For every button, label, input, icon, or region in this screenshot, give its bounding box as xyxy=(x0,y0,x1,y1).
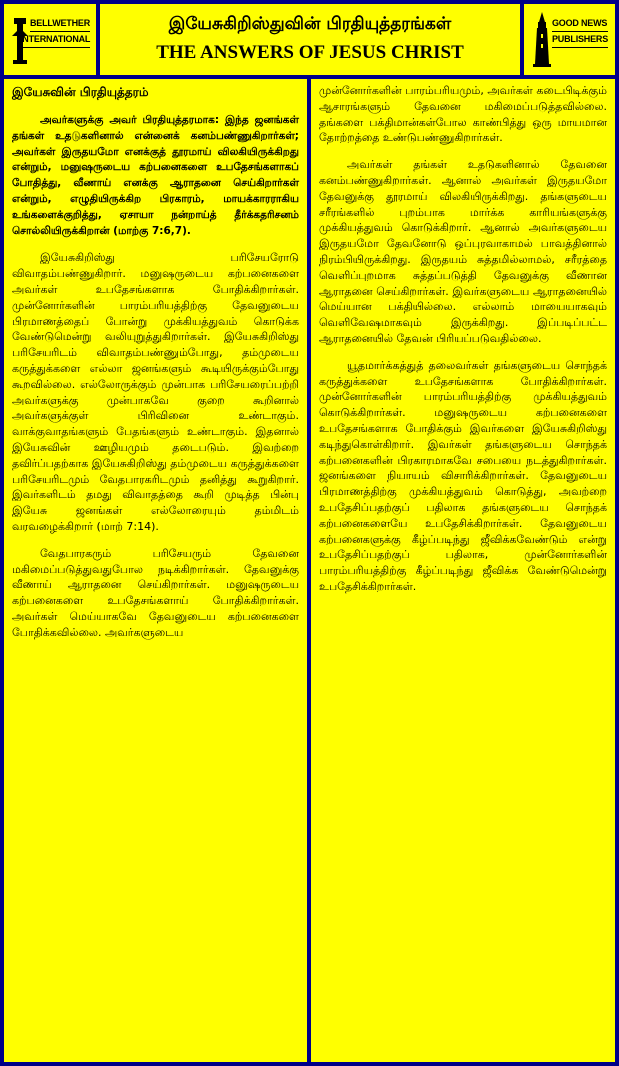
title-tamil: இயேசுகிறிஸ்துவின் பிரதியுத்தரங்கள் xyxy=(168,14,452,34)
good-news-logo xyxy=(524,4,615,75)
bellwether-logo xyxy=(4,4,96,75)
paragraph: முன்னோர்களின் பாரம்பரியமும், அவர்கள் கடைபிடிக்கும் ஆசாரங்களும் தேவனை மகிமைப்படுத்தவில்லை. தங்களை பக்திமான்கள்போல காண்பித்து ஒரு மாயமான தோற்றத்தை உண்டுபண்ணுகிறார்கள். xyxy=(319,84,607,145)
right-column xyxy=(311,79,615,1062)
scripture-quote: அவர்களுக்கு அவர் பிரதியுத்தரமாக: இந்த ஜனங்கள் தங்கள் உதடுகளினால் என்னைக் கனம்பண்ணுகிறார்கள்; அவர்கள் இருதயமோ எனக்குத் தூரமாய் விலகியிருக்கிறது என்றும், மனுஷருடைய கற்பனைகளை உபதேசங்களாகப் போதித்து, வீணாய் எனக்கு ஆராதனை செய்கிறார்கள் என்றும், எழுதியிருக்கிற பிரகாரம், மாயக்காரராகிய உங்களைக்குறித்து, ஏசாயா நன்றாய்த் தீர்க்கதரிசனம் சொல்லியிருக்கிறான் (மாற்கு 7:6,7). xyxy=(12,114,299,237)
title-english: THE ANSWERS OF JESUS CHRIST xyxy=(156,42,464,63)
left-column xyxy=(4,79,307,1062)
title-banner xyxy=(100,4,520,75)
section-heading: இயேசுவின் பிரதியுத்தரம் xyxy=(12,85,149,99)
paragraph: யூதமார்க்கத்துத் தலைவர்கள் தங்களுடைய சொந்தக் கருத்துக்களை உபதேசங்களாக போதிக்கிறார்கள். முன்னோர்களின் பாரம்பரியத்திற்கு முக்கியத்துவம் கொடுக்கிறார்கள். மனுஷருடைய கற்பனைகளை உபதேசங்களாக போதிக்கும் இவர்களை இயேசுகிறிஸ்து கடிந்துகொள்கிறார். இவர்கள் தங்களுடைய சொந்தக் கற்பனைகளின் பிரகாரமாகவே சபையை நடத்துகிறார்கள். ஜனங்களை நியாயம் விசாரிக்கிறார்கள். தேவனுடைய பிரமாணத்திற்கு முக்கியத்துவம் கொடுத்து, அவற்றை உபதேசிப்பதற்குப் பதிலாக தங்களுடைய சொந்தக் கற்பனைகளையே உபதேசிக்கிறார்கள். தேவனுடைய கற்பனைகளுக்கு கீழ்ப்படிந்து ஜீவிக்கவேண்டும் என்று உபதேசிப்பதற்குப் பதிலாக, முன்னோர்களின் பாரம்பரியத்திற்கு கீழ்ப்படிந்து ஜீவிக்க வேண்டுமென்று உபதேசிக்கிறார்கள். xyxy=(319,358,607,593)
logo-left-line1: BELLWETHER xyxy=(30,16,90,32)
logo-right-line2: PUBLISHERS xyxy=(552,32,608,48)
logo-right-line1: GOOD NEWS xyxy=(552,16,608,32)
paragraph: வேதபாரகரும் பரிசேயரும் தேவனை மகிமைப்படுத்துவதுபோல நடிக்கிறார்கள். தேவனுக்கு வீணாய் ஆராதனை செய்கிறார்கள். மனுஷருடைய கற்பனைகளை உபதேசங்களாய் போதிக்கிறார்கள். அவர்கள் மெய்யாகவே தேவனுடைய கற்பனைகளை போதிக்கவில்லை. அவர்களுடைய xyxy=(12,546,299,639)
tower-icon xyxy=(532,12,552,68)
paragraph: அவர்கள் தங்கள் உதடுகளினால் தேவனை கனம்பண்ணுகிறார்கள். ஆனால் அவர்கள் இருதயமோ தேவனுக்கு தூரமாய் விலகியிருக்கிறது. தங்களுடைய சரீரங்களில் புறம்பாக மார்க்க காரியங்களுக்கு முக்கியத்துவம் கொடுக்கிறார். ஆனால் அவர்களுடைய இருதயமோ தேவனோடு ஒப்புரவாகாமல் பாவத்தினால் நிரம்பியிருக்கிறது. இருதயம் சுத்தமில்லாமல், சரீரத்தை வெளிப்புறமாக சுத்தப்படுத்தி தேவனுக்கு வீணான ஆராதனை செய்கிறார்கள். இவர்களுடைய ஆராதனையில் மெய்யான பக்தியில்லை. எல்லாம் மாயையாகவும் வெளிவேஷமாகவும் இருக்கிறது. இப்படிப்பட்ட ஆராதனையில் தேவன் பிரியப்படுவதில்லை. xyxy=(319,158,607,345)
logo-left-line2: INTERNATIONAL xyxy=(20,32,90,48)
paragraph: இயேசுகிறிஸ்து பரிசேயரோடு விவாதம்பண்ணுகிறார். மனுஷருடைய கற்பனைகளை அவர்கள் உபதேசங்களாக போதிக்கிறார்கள். முன்னோர்களின் பாரம்பரியத்திற்கு தேவனுடைய பிரமாணத்தைப் போன்று முக்கியத்துவம் கொடுக்க வேண்டுமென்று வலியுறுத்துகிறார்கள். இயேசுகிறிஸ்து பரிசேயரிடம் விவாதம்பண்ணும்போது, தம்முடைய கருத்துக்களை எல்லா ஜனங்களும் கூடியிருக்கும்போது கூறவில்லை. எல்லோருக்கும் முன்பாக பரிசேயரைப்பற்றி அவர்களுக்கு முன்பாகவே குறை கூறினால் அவர்களுக்குள் பிரிவினை உண்டாகும். வாக்குவாதங்களும் பேதங்களும் உண்டாகும். இதனால் இயேசுவின் ஊழியமும் தடைபடும். இவற்றை தவிர்ப்பதற்காக இயேசுகிறிஸ்து தம்முடைய கருத்துக்களை பரிசேயரிடமும் வேதபாரகரிடமும் தனித்து கூறுகிறார். இவர்களிடம் தமது விவாதத்தை கூறி முடித்த பின்பு இயேசு ஜனங்கள் எல்லோரையும் தம்மிடம் வரவழைக்கிறார் (மாற் 7:14). xyxy=(12,251,299,533)
